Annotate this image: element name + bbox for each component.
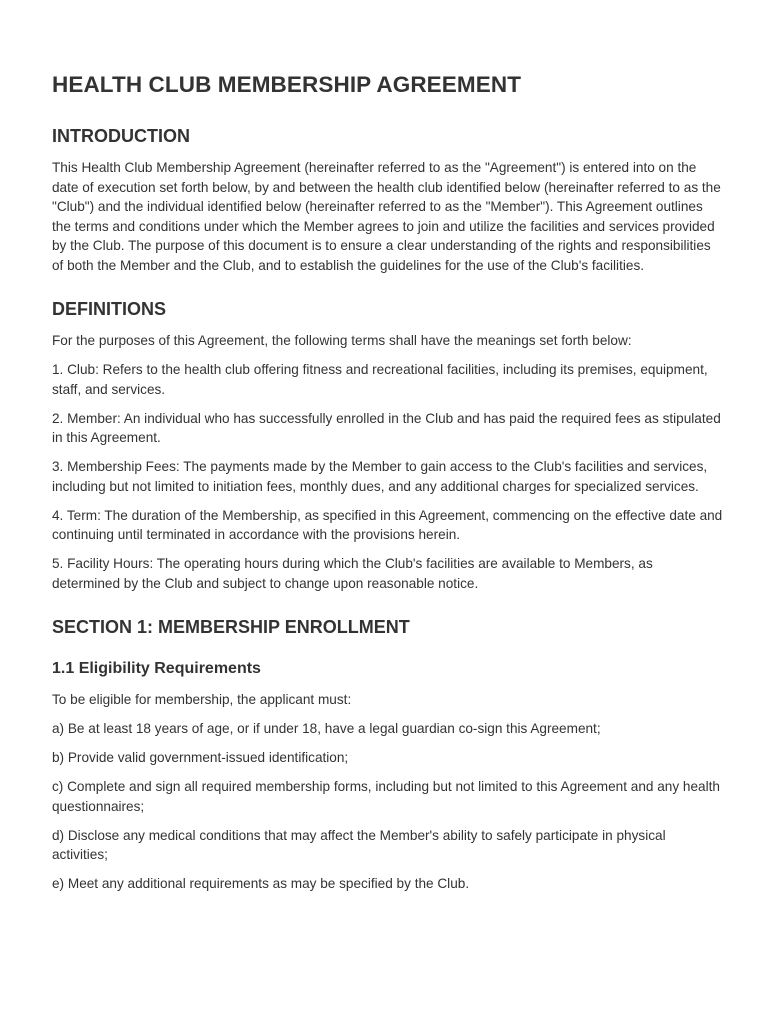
- introduction-paragraph: This Health Club Membership Agreement (hereinafter referred to as the "Agreement") is entered into on the date of execution set forth below, by and between the health club identified below (hereinafter referred to as the "Club") and the individual identified below (hereinafter referred to as the "Member"). This Agreement outlines the terms and conditions under which the Member agrees to join and utilize the facilities and services provided by the Club. The purpose of this document is to ensure a clear understanding of the rights and responsibilities of both the Member and the Club, and to establish the guidelines for the use of the Club's facilities.: [52, 160, 721, 273]
- definition-item-club: 1. Club: Refers to the health club offering fitness and recreational facilities, including its premises, equipment, staff, and services.: [52, 362, 708, 397]
- section-1: [52, 615, 724, 894]
- definitions-section: [52, 297, 724, 593]
- eligibility-item-c: c) Complete and sign all required membership forms, including but not limited to this Agreement and any health questionnaires;: [52, 779, 720, 814]
- introduction-heading: INTRODUCTION: [52, 126, 190, 146]
- document-page: [52, 70, 724, 903]
- definition-item-membership-fees: 3. Membership Fees: The payments made by the Member to gain access to the Club's facilities and services, including but not limited to initiation fees, monthly dues, and any additional charges for specialized services.: [52, 459, 708, 494]
- introduction-section: [52, 124, 724, 275]
- subsection-1-1-heading: 1.1 Eligibility Requirements: [52, 660, 261, 677]
- definitions-lead: For the purposes of this Agreement, the following terms shall have the meanings set forth below:: [52, 333, 632, 348]
- definition-item-member: 2. Member: An individual who has successfully enrolled in the Club and has paid the required fees as stipulated in this Agreement.: [52, 410, 721, 445]
- eligibility-item-e: e) Meet any additional requirements as may be specified by the Club.: [52, 876, 470, 891]
- document-title: HEALTH CLUB MEMBERSHIP AGREEMENT: [52, 72, 522, 97]
- eligibility-item-a: a) Be at least 18 years of age, or if under 18, have a legal guardian co-sign this Agreement;: [52, 721, 601, 736]
- eligibility-lead: To be eligible for membership, the applicant must:: [52, 692, 352, 707]
- definition-item-facility-hours: 5. Facility Hours: The operating hours during which the Club's facilities are available to Members, as determined by the Club and subject to change upon reasonable notice.: [52, 556, 653, 591]
- eligibility-item-d: d) Disclose any medical conditions that may affect the Member's ability to safely participate in physical activities;: [52, 827, 666, 862]
- subsection-1-1: [52, 658, 724, 894]
- definition-item-term: 4. Term: The duration of the Membership, as specified in this Agreement, commencing on the effective date and continuing until terminated in accordance with the provisions herein.: [52, 507, 723, 542]
- eligibility-item-b: b) Provide valid government-issued identification;: [52, 750, 349, 765]
- definitions-heading: DEFINITIONS: [52, 299, 167, 319]
- section-1-heading: SECTION 1: MEMBERSHIP ENROLLMENT: [52, 617, 410, 637]
